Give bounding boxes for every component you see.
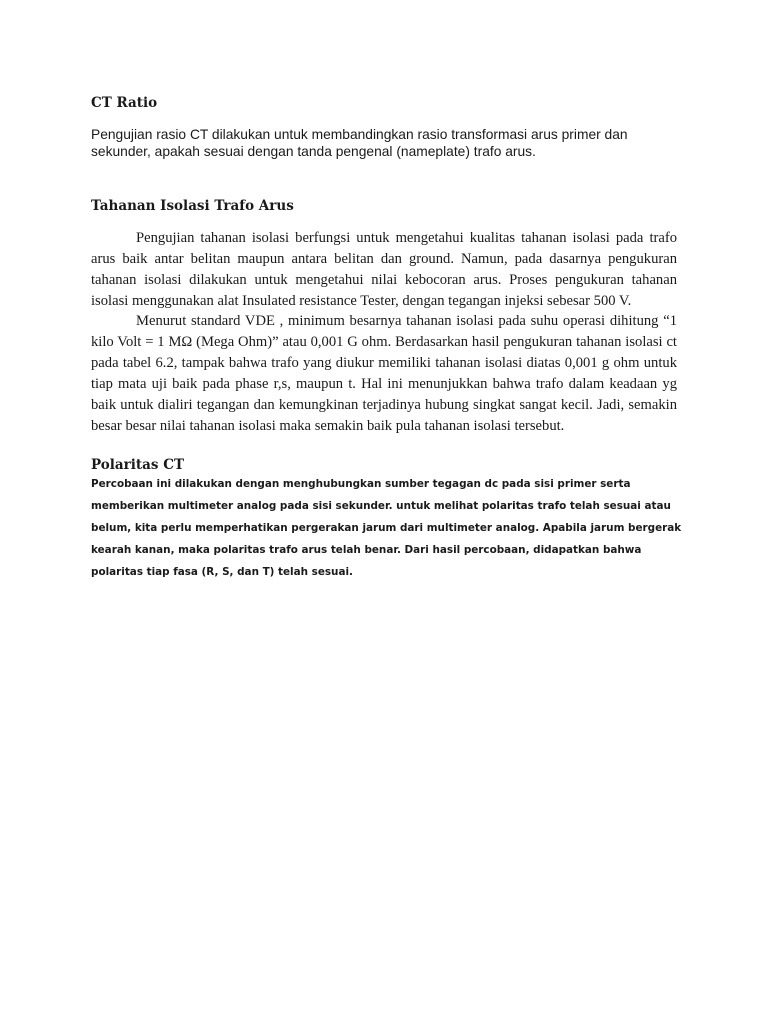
paragraph-tahanan-isolasi-2: Menurut standard VDE , minimum besarnya tahanan isolasi pada suhu operasi dihitung “1 kilo Volt = 1 MΩ (Mega Ohm)” atau 0,001 G ohm. Berdasarkan hasil pengukuran tahanan isolasi ct pada tabel 6.2, tampak bahwa trafo yang diukur memiliki tahanan isolasi diatas 0,001 g ohm untuk tiap mata uji baik pada phase r,s, maupun t. Hal ini menunjukkan bahwa trafo dalam keadaan yg baik untuk dialiri tegangan dan kemungkinan terjadinya hubung singkat sangat kecil. Jadi, semakin besar besar nilai tahanan isolasi maka semakin baik pula tahanan isolasi tersebut.	[91, 313, 677, 434]
paragraph-polaritas-ct: Percobaan ini dilakukan dengan menghubungkan sumber tegagan dc pada sisi primer serta memberikan multimeter analog pada sisi sekunder. untuk melihat polaritas trafo telah sesuai atau belum, kita perlu memperhatikan pergerakan jarum dari multimeter analog. Apabila jarum bergerak kearah kanan, maka polaritas trafo arus telah benar. Dari hasil percobaan, didapatkan bahwa polaritas tiap fasa (R, S, dan T) telah sesuai.	[91, 478, 682, 578]
heading-ct-ratio: CT Ratio	[91, 95, 158, 111]
document-page	[91, 0, 681, 1024]
paragraph-ct-ratio: Pengujian rasio CT dilakukan untuk membandingkan rasio transformasi arus primer dan sekunder, apakah sesuai dengan tanda pengenal (nameplate) trafo arus.	[91, 127, 628, 159]
heading-polaritas-ct: Polaritas CT	[91, 457, 184, 473]
heading-tahanan-isolasi: Tahanan Isolasi Trafo Arus	[91, 198, 294, 214]
paragraph-tahanan-isolasi-1: Pengujian tahanan isolasi berfungsi untuk mengetahui kualitas tahanan isolasi pada trafo arus baik antar belitan maupun antara belitan dan ground. Namun, pada dasarnya pengukuran tahanan isolasi dilakukan untuk mengetahui nilai kebocoran arus. Proses pengukuran tahanan isolasi menggunakan alat Insulated resistance Tester, dengan tegangan injeksi sebesar 500 V.	[91, 230, 677, 309]
